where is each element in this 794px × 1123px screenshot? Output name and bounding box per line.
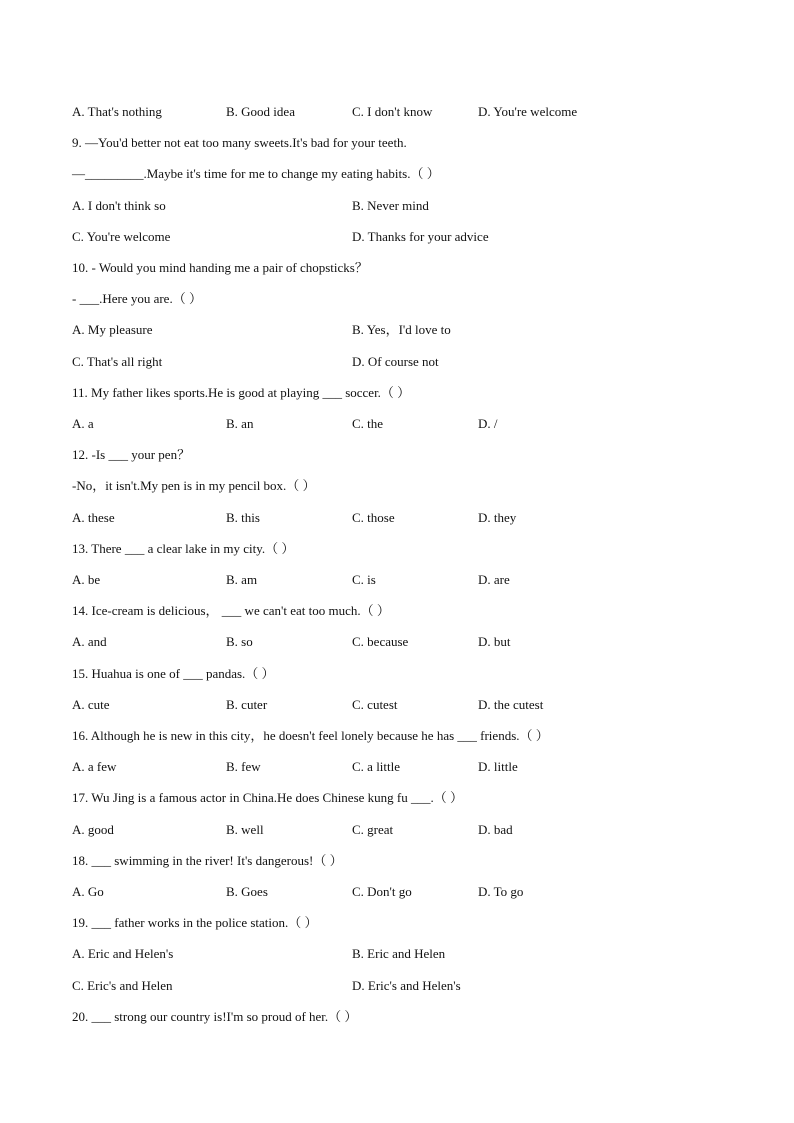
answer-option: D. Eric's and Helen's [352,978,461,993]
question-line: 14. Ice-cream is delicious， ___ we can't eat too much.（ ） [72,603,390,618]
answer-option: B. Good idea [226,104,295,119]
question-line: 17. Wu Jing is a famous actor in China.He does Chinese kung fu ___.（ ） [72,790,463,805]
question-line: 18. ___ swimming in the river! It's dangerous!（ ） [72,853,343,868]
question-line: 12. -Is ___ your pen？ [72,447,191,462]
question-line: 19. ___ father works in the police station.（ ） [72,915,318,930]
answer-option: C. I don't know [352,104,433,119]
answer-option: B. Yes，I'd love to [352,322,451,337]
answer-option: D. the cutest [478,697,544,712]
answer-option: D. are [478,572,510,587]
question-line: 11. My father likes sports.He is good at playing ___ soccer.（ ） [72,385,411,400]
answer-option: C. Don't go [352,884,412,899]
answer-option: B. Goes [226,884,268,899]
answer-option: A. good [72,822,114,837]
answer-option: A. these [72,510,115,525]
question-line: —_________.Maybe it's time for me to change my eating habits.（ ） [72,166,440,181]
answer-option: D. but [478,634,511,649]
answer-option: D. they [478,510,517,525]
answer-option: A. Go [72,884,104,899]
answer-option: C. That's all right [72,354,163,369]
answer-option: B. Never mind [352,198,429,213]
answer-option: D. Of course not [352,354,439,369]
answer-option: D. / [478,416,498,431]
answer-option: D. little [478,759,518,774]
answer-option: A. a few [72,759,117,774]
answer-option: D. bad [478,822,513,837]
question-line: 10. - Would you mind handing me a pair of chopsticks？ [72,260,368,275]
answer-option: D. Thanks for your advice [352,229,489,244]
answer-option: D. To go [478,884,524,899]
answer-option: A. a [72,416,94,431]
question-line: -No，it isn't.My pen is in my pencil box.（ ） [72,478,316,493]
answer-option: C. the [352,416,384,431]
answer-option: C. You're welcome [72,229,171,244]
question-line: 13. There ___ a clear lake in my city.（ ） [72,541,295,556]
answer-option: A. be [72,572,101,587]
answer-option: B. well [226,822,264,837]
answer-option: D. You're welcome [478,104,578,119]
answer-option: A. cute [72,697,110,712]
answer-option: B. few [226,759,261,774]
answer-option: B. an [226,416,254,431]
answer-option: C. because [352,634,409,649]
answer-option: B. Eric and Helen [352,946,446,961]
question-line: - ___.Here you are.（ ） [72,291,202,306]
answer-option: C. great [352,822,394,837]
question-line: 15. Huahua is one of ___ pandas.（ ） [72,666,275,681]
answer-option: C. cutest [352,697,398,712]
answer-option: C. those [352,510,395,525]
answer-option: A. Eric and Helen's [72,946,174,961]
answer-option: C. Eric's and Helen [72,978,173,993]
answer-option: B. so [226,634,253,649]
answer-option: B. this [226,510,260,525]
answer-option: C. a little [352,759,401,774]
question-line: 20. ___ strong our country is!I'm so proud of her.（ ） [72,1009,358,1024]
question-line: 16. Although he is new in this city，he doesn't feel lonely because he has ___ friends.（ ） [72,728,549,743]
answer-option: A. That's nothing [72,104,162,119]
answer-option: A. My pleasure [72,322,153,337]
answer-option: A. I don't think so [72,198,166,213]
answer-option: C. is [352,572,376,587]
question-line: 9. —You'd better not eat too many sweets.It's bad for your teeth. [72,135,407,150]
answer-option: B. am [226,572,258,587]
answer-option: A. and [72,634,107,649]
answer-option: B. cuter [226,697,268,712]
